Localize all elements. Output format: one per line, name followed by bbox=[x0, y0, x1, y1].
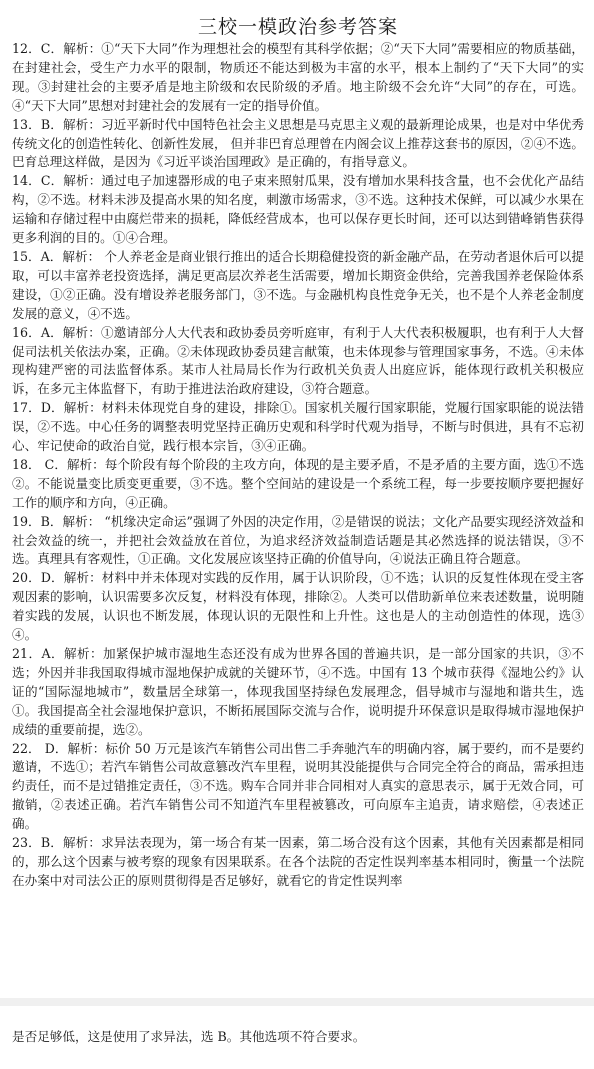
answer-18: 18． C．解析：每个阶段有每个阶段的主攻方向，体现的是主要矛盾，不是矛盾的主要方面，选①不选②。不能说量变比质变更重要，③不选。整个空间站的建设是一个系统工程，每一步要按顺序要把握好工作的顺序和方向，④正确。 bbox=[12, 456, 584, 510]
answer-list bbox=[12, 40, 584, 891]
answer-23-continuation: 是否足够低，这是使用了求异法，选 B。其他选项不符合要求。 bbox=[12, 1029, 366, 1044]
answer-16: 16．A．解析：①邀请部分人大代表和政协委员旁听庭审，有利于人大代表积极履职，也有利于人大督促司法机关依法办案，正确。②未体现政协委员建言献策，也未体现参与管理国家事务，不选。④未体现构建严密的司法监督体系。某市人社局局长作为行政机关负责人出庭应诉，能体现行政机关积极应诉，在多元主体监督下，有助于推进法治政府建设，③符合题意。 bbox=[12, 324, 584, 397]
answer-12: 12．C．解析：①“天下大同”作为理想社会的模型有其科学依据；②“天下大同”需要相应的物质基础，在封建社会，受生产力水平的限制，物质还不能达到极为丰富的水平，根本上制约了“天下大同”的实现。③封建社会的主要矛盾是地主阶级和农民阶级的矛盾。地主阶级不会允许“大同”的存在，可选。④“天下大同”思想对封建社会的发展有一定的指导价值。 bbox=[12, 41, 584, 113]
answer-17: 17．D．解析：材料未体现党自身的建设，排除①。国家机关履行国家职能，党履行国家职能的说法错误，②不选。中心任务的调整表明党坚持正确历史观和科学时代观为指导，不断与时俱进，具有不忘初心、牢记使命的政治自觉，践行根本宗旨，③④正确。 bbox=[12, 400, 584, 454]
answer-23: 23．B．解析：求异法表现为，第一场合有某一因素，第二场合没有这个因素，其他有关因素都是相同的，那么这个因素与被考察的现象有因果联系。在各个法院的否定性误判率基本相同时，衡量一个法院在办案中对司法公正的原则贯彻得是否足够好，就看它的肯定性误判率 bbox=[12, 835, 584, 888]
answer-20: 20．D．解析：材料中并未体现对实践的反作用，属于认识阶段，①不选；认识的反复性体现在受主客观因素的影响，认识需要多次反复，材料没有体现，排除②。人类可以借助新单位来表述数量，说明随着实践的发展，认识也不断发展，体现认识的无限性和上升性。这也是人的主动创造性的体现，选③④。 bbox=[12, 570, 584, 643]
answer-13: 13．B．解析：习近平新时代中国特色社会主义思想是马克思主义观的最新理论成果，也是对中华优秀传统文化的创造性转化、创新性发展， 但并非巴育总理曾在内阁会议上推荐这套书的原因，②④不选。巴育总理这样做，是因为《习近平谈治国理政》是正确的，有指导意义。 bbox=[12, 116, 584, 170]
answer-22: 22． D．解析：标价 50 万元是该汽车销售公司出售二手奔驰汽车的明确内容，属于要约，而不是要约邀请，不选①；若汽车销售公司故意篡改汽车里程，说明其没能提供与合同完全符合的商品，需承担违约责任，而不是过错推定责任，③不选。购车合同并非合同相对人真实的意思表示，属于无效合同，可撤销，②表述正确。若汽车销售公司不知道汽车里程被篡改，可向原车主追责，请求赔偿，④表述正确。 bbox=[12, 740, 584, 832]
answer-19: 19．B．解析： “机缘决定命运”强调了外因的决定作用，②是错误的说法；文化产品要实现经济效益和社会效益的统一，并把社会效益放在首位，为追求经济效益制造话题是其必然选择的说法错误，③不选。真理具有客观性，①正确。文化发展应该坚持正确的价值导向，④说法正确且符合题意。 bbox=[12, 513, 584, 567]
answer-21: 21．A．解析：加紧保护城市湿地生态还没有成为世界各国的普遍共识，是一部分国家的共识，③不选；外因并非我国取得城市湿地保护成就的关键环节，④不选。中国有 13 个城市获得《湿地公约》认证的“国际湿地城市”，数量居全球第一，体现我国坚持绿色发展理念，倡导城市与湿地和谐共生，选①。我国提高全社会湿地保护意识，不断拓展国际交流与合作，说明提升环保意识是取得城市湿地保护成绩的重要前提，选②。 bbox=[12, 646, 584, 737]
next-page bbox=[0, 1006, 594, 1069]
answer-15: 15．A．解析： 个人养老金是商业银行推出的适合长期稳健投资的新金融产品，在劳动者退休后可以提取，可以丰富养老投资选择，满足更高层次养老生活需要，增加长期资金供给，完善我国养老保险体系建设，①②正确。没有增设养老服务部门，③不选。与金融机构良性竞争无关，也不是个人养老金制度发展的意义，④不选。 bbox=[12, 248, 584, 321]
answer-14: 14．C．解析：通过电子加速器形成的电子束来照射瓜果，没有增加水果科技含量，也不会优化产品结构，②不选。材料未涉及提高水果的知名度，刺激市场需求，③不选。这种技术保鲜，可以减少水果在运输和存储过程中由腐烂带来的损耗，降低经营成本，也可以保存更长时间，还可以达到错峰销售获得更多利润的目的。①④合理。 bbox=[12, 173, 584, 246]
page-title: 三校一模政治参考答案 bbox=[197, 16, 398, 38]
